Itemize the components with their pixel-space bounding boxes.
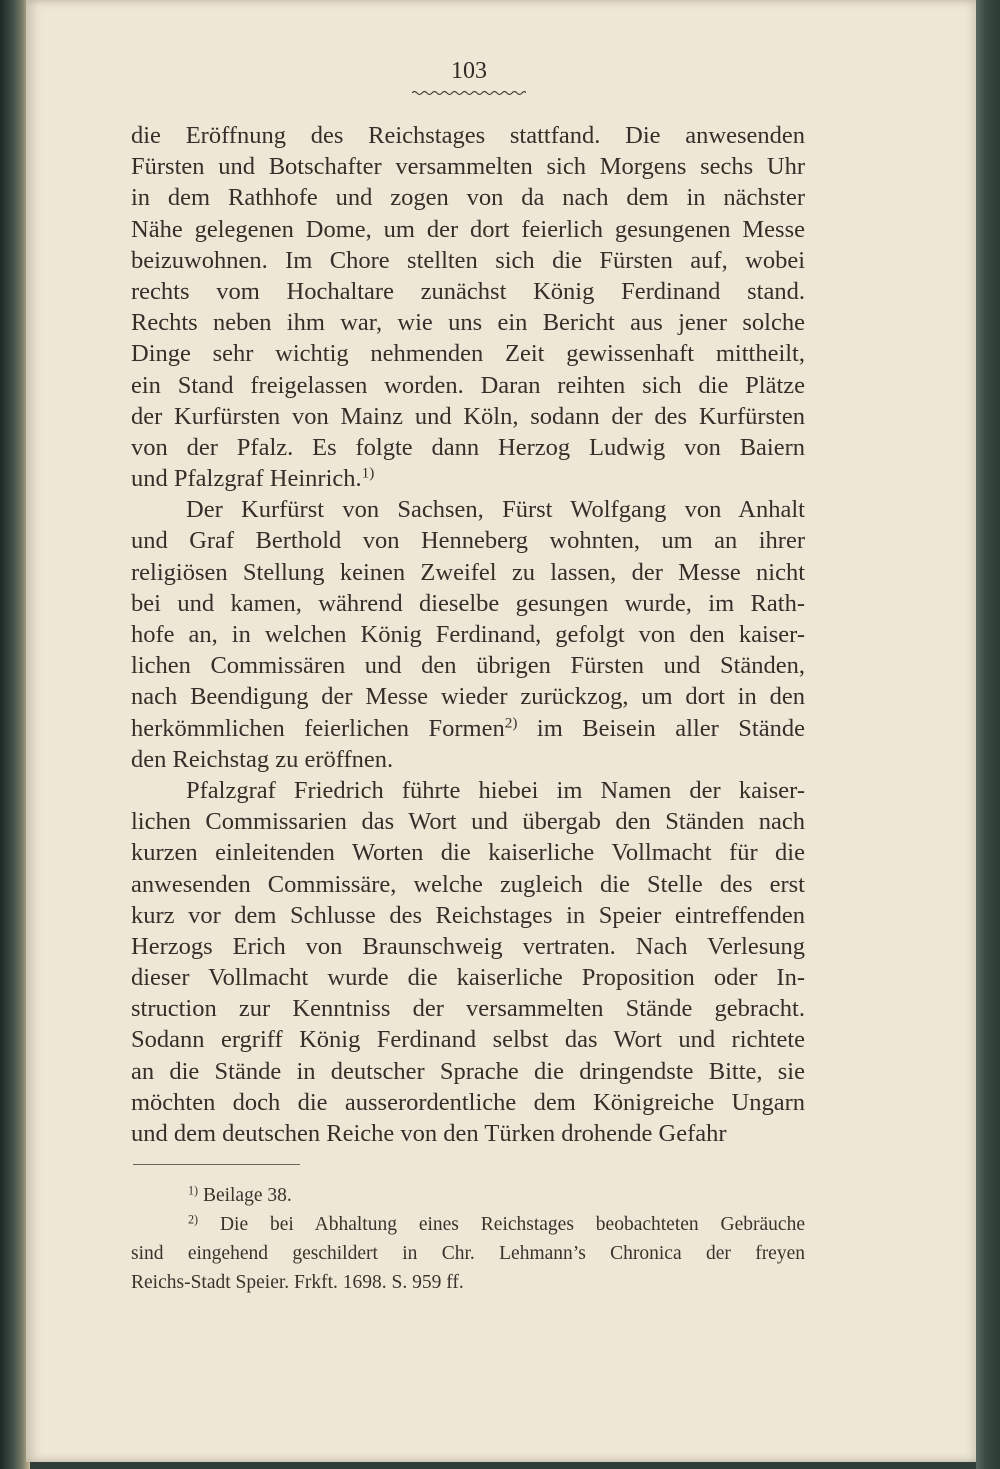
text-line <box>131 650 805 681</box>
footnote-line <box>131 1268 805 1297</box>
footnote-reference[interactable]: 2) <box>504 714 518 732</box>
text-line <box>131 151 805 182</box>
text-line <box>131 713 805 744</box>
line-text: dieser Vollmacht wurde die kaiserliche Proposition oder In- <box>131 964 805 992</box>
text-line <box>131 307 805 338</box>
line-text: und Pfalzgraf Heinrich. <box>131 465 362 493</box>
line-text: an die Stände in deutscher Sprache die dringendste Bitte, sie <box>131 1057 805 1085</box>
text-line <box>131 744 805 775</box>
line-text: lichen Commissarien das Wort und übergab den Ständen nach <box>131 808 805 836</box>
line-text: religiösen Stellung keinen Zweifel zu lassen, der Messe nicht <box>131 558 805 586</box>
footnote-line <box>131 1210 805 1239</box>
footnote-separator <box>133 1164 300 1165</box>
line-text: die Eröffnung des Reichstages stattfand. Die anwesenden <box>131 122 805 149</box>
text-line <box>131 525 805 556</box>
line-text: und dem deutschen Reiche von den Türken drohende Gefahr <box>131 1120 727 1147</box>
page-number: 103 <box>451 58 487 84</box>
text-line <box>131 370 805 401</box>
line-text: in dem Rathhofe und zogen von da nach dem in nächster <box>131 184 805 212</box>
footnote-text: sind eingehend geschildert in Chr. Lehmann’s Chronica der freyen <box>131 1243 805 1264</box>
text-line <box>131 494 805 525</box>
line-text: Dinge sehr wichtig nehmenden Zeit gewissenhaft mittheilt, <box>131 340 805 368</box>
text-line <box>131 931 805 962</box>
footnote-line <box>131 1239 805 1268</box>
text-line <box>131 1118 805 1149</box>
line-text: hofe an, in welchen König Ferdinand, gefolgt von den kaiser- <box>131 621 805 648</box>
line-text: rechts vom Hochaltare zunächst König Ferdinand stand. <box>131 277 805 305</box>
text-line <box>131 869 805 900</box>
footnote-reference[interactable]: 1) <box>361 464 375 482</box>
footnote-text: Reichs-Stadt Speier. Frkft. 1698. S. 959 ff. <box>131 1272 464 1293</box>
line-text: herkömmlichen feierlichen Formen <box>131 714 505 742</box>
line-text: den Reichstag zu eröffnen. <box>131 745 394 773</box>
line-text: von der Pfalz. Es folgte dann Herzog Ludwig von Baiern <box>131 433 805 461</box>
line-text: im Beisein aller Stände <box>517 714 805 742</box>
text-line <box>131 775 805 806</box>
text-line <box>131 214 805 245</box>
text-line <box>131 681 805 712</box>
text-line <box>131 837 805 868</box>
text-line <box>131 245 805 276</box>
footnote-line <box>131 1181 805 1210</box>
footnote-mark: 2) <box>188 1212 199 1227</box>
line-text: nach Beendigung der Messe wieder zurückzog, um dort in den <box>131 683 805 711</box>
text-line <box>131 432 805 463</box>
line-text: ein Stand freigelassen worden. Daran reihten sich die Plätze <box>131 371 805 399</box>
text-line <box>131 588 805 619</box>
text-line <box>131 900 805 931</box>
text-line <box>131 1087 805 1118</box>
text-line <box>131 120 805 151</box>
line-text: kurz vor dem Schlusse des Reichstages in Speier eintreffenden <box>131 901 805 929</box>
text-line <box>131 401 805 432</box>
footnotes <box>131 1181 805 1297</box>
line-text: Fürsten und Botschafter versammelten sich Morgens sechs Uhr <box>131 153 805 181</box>
cover-edge <box>976 0 1000 1469</box>
text-line <box>131 993 805 1024</box>
body-text <box>131 120 805 1149</box>
line-text: bei und kamen, während dieselbe gesungen wurde, im Rath- <box>131 589 805 617</box>
footnote-text: Die bei Abhaltung eines Reichstages beobachteten Gebräuche <box>219 1214 805 1235</box>
line-text: Herzogs Erich von Braunschweig vertraten. Nach Verlesung <box>131 932 805 960</box>
text-line <box>131 962 805 993</box>
line-text: struction zur Kenntniss der versammelten Stände gebracht. <box>131 995 805 1023</box>
line-text: beizuwohnen. Im Chore stellten sich die Fürsten auf, wobei <box>131 246 805 274</box>
text-line <box>131 1024 805 1055</box>
footnote-text: Beilage 38. <box>202 1185 292 1206</box>
text-line <box>131 806 805 837</box>
line-text: und Graf Berthold von Henneberg wohnten, um an ihrer <box>131 527 805 555</box>
line-text: Sodann ergriff König Ferdinand selbst das Wort und richtete <box>131 1026 805 1054</box>
text-line <box>131 619 805 650</box>
line-text: möchten doch die ausserordentliche dem Königreiche Ungarn <box>131 1088 805 1116</box>
line-text: der Kurfürsten von Mainz und Köln, sodann der des Kurfürsten <box>131 402 805 430</box>
line-text: Rechts neben ihm war, wie uns ein Bericht aus jener solche <box>131 309 805 337</box>
line-text: Nähe gelegenen Dome, um der dort feierlich gesungenen Messe <box>131 215 805 243</box>
text-line <box>131 557 805 588</box>
text-line <box>131 1056 805 1087</box>
text-line <box>131 338 805 369</box>
wavy-rule-ornament <box>412 89 526 97</box>
line-text: kurzen einleitenden Worten die kaiserliche Vollmacht für die <box>131 839 805 867</box>
line-text: lichen Commissären und den übrigen Fürsten und Ständen, <box>131 652 805 680</box>
line-text: Der Kurfürst von Sachsen, Fürst Wolfgang von Anhalt <box>186 496 805 524</box>
text-line <box>131 463 805 494</box>
text-line <box>131 276 805 307</box>
footnote-mark: 1) <box>188 1183 199 1198</box>
text-line <box>131 182 805 213</box>
line-text: Pfalzgraf Friedrich führte hiebei im Namen der kaiser- <box>186 776 805 804</box>
line-text: anwesenden Commissäre, welche zugleich die Stelle des erst <box>131 870 805 898</box>
